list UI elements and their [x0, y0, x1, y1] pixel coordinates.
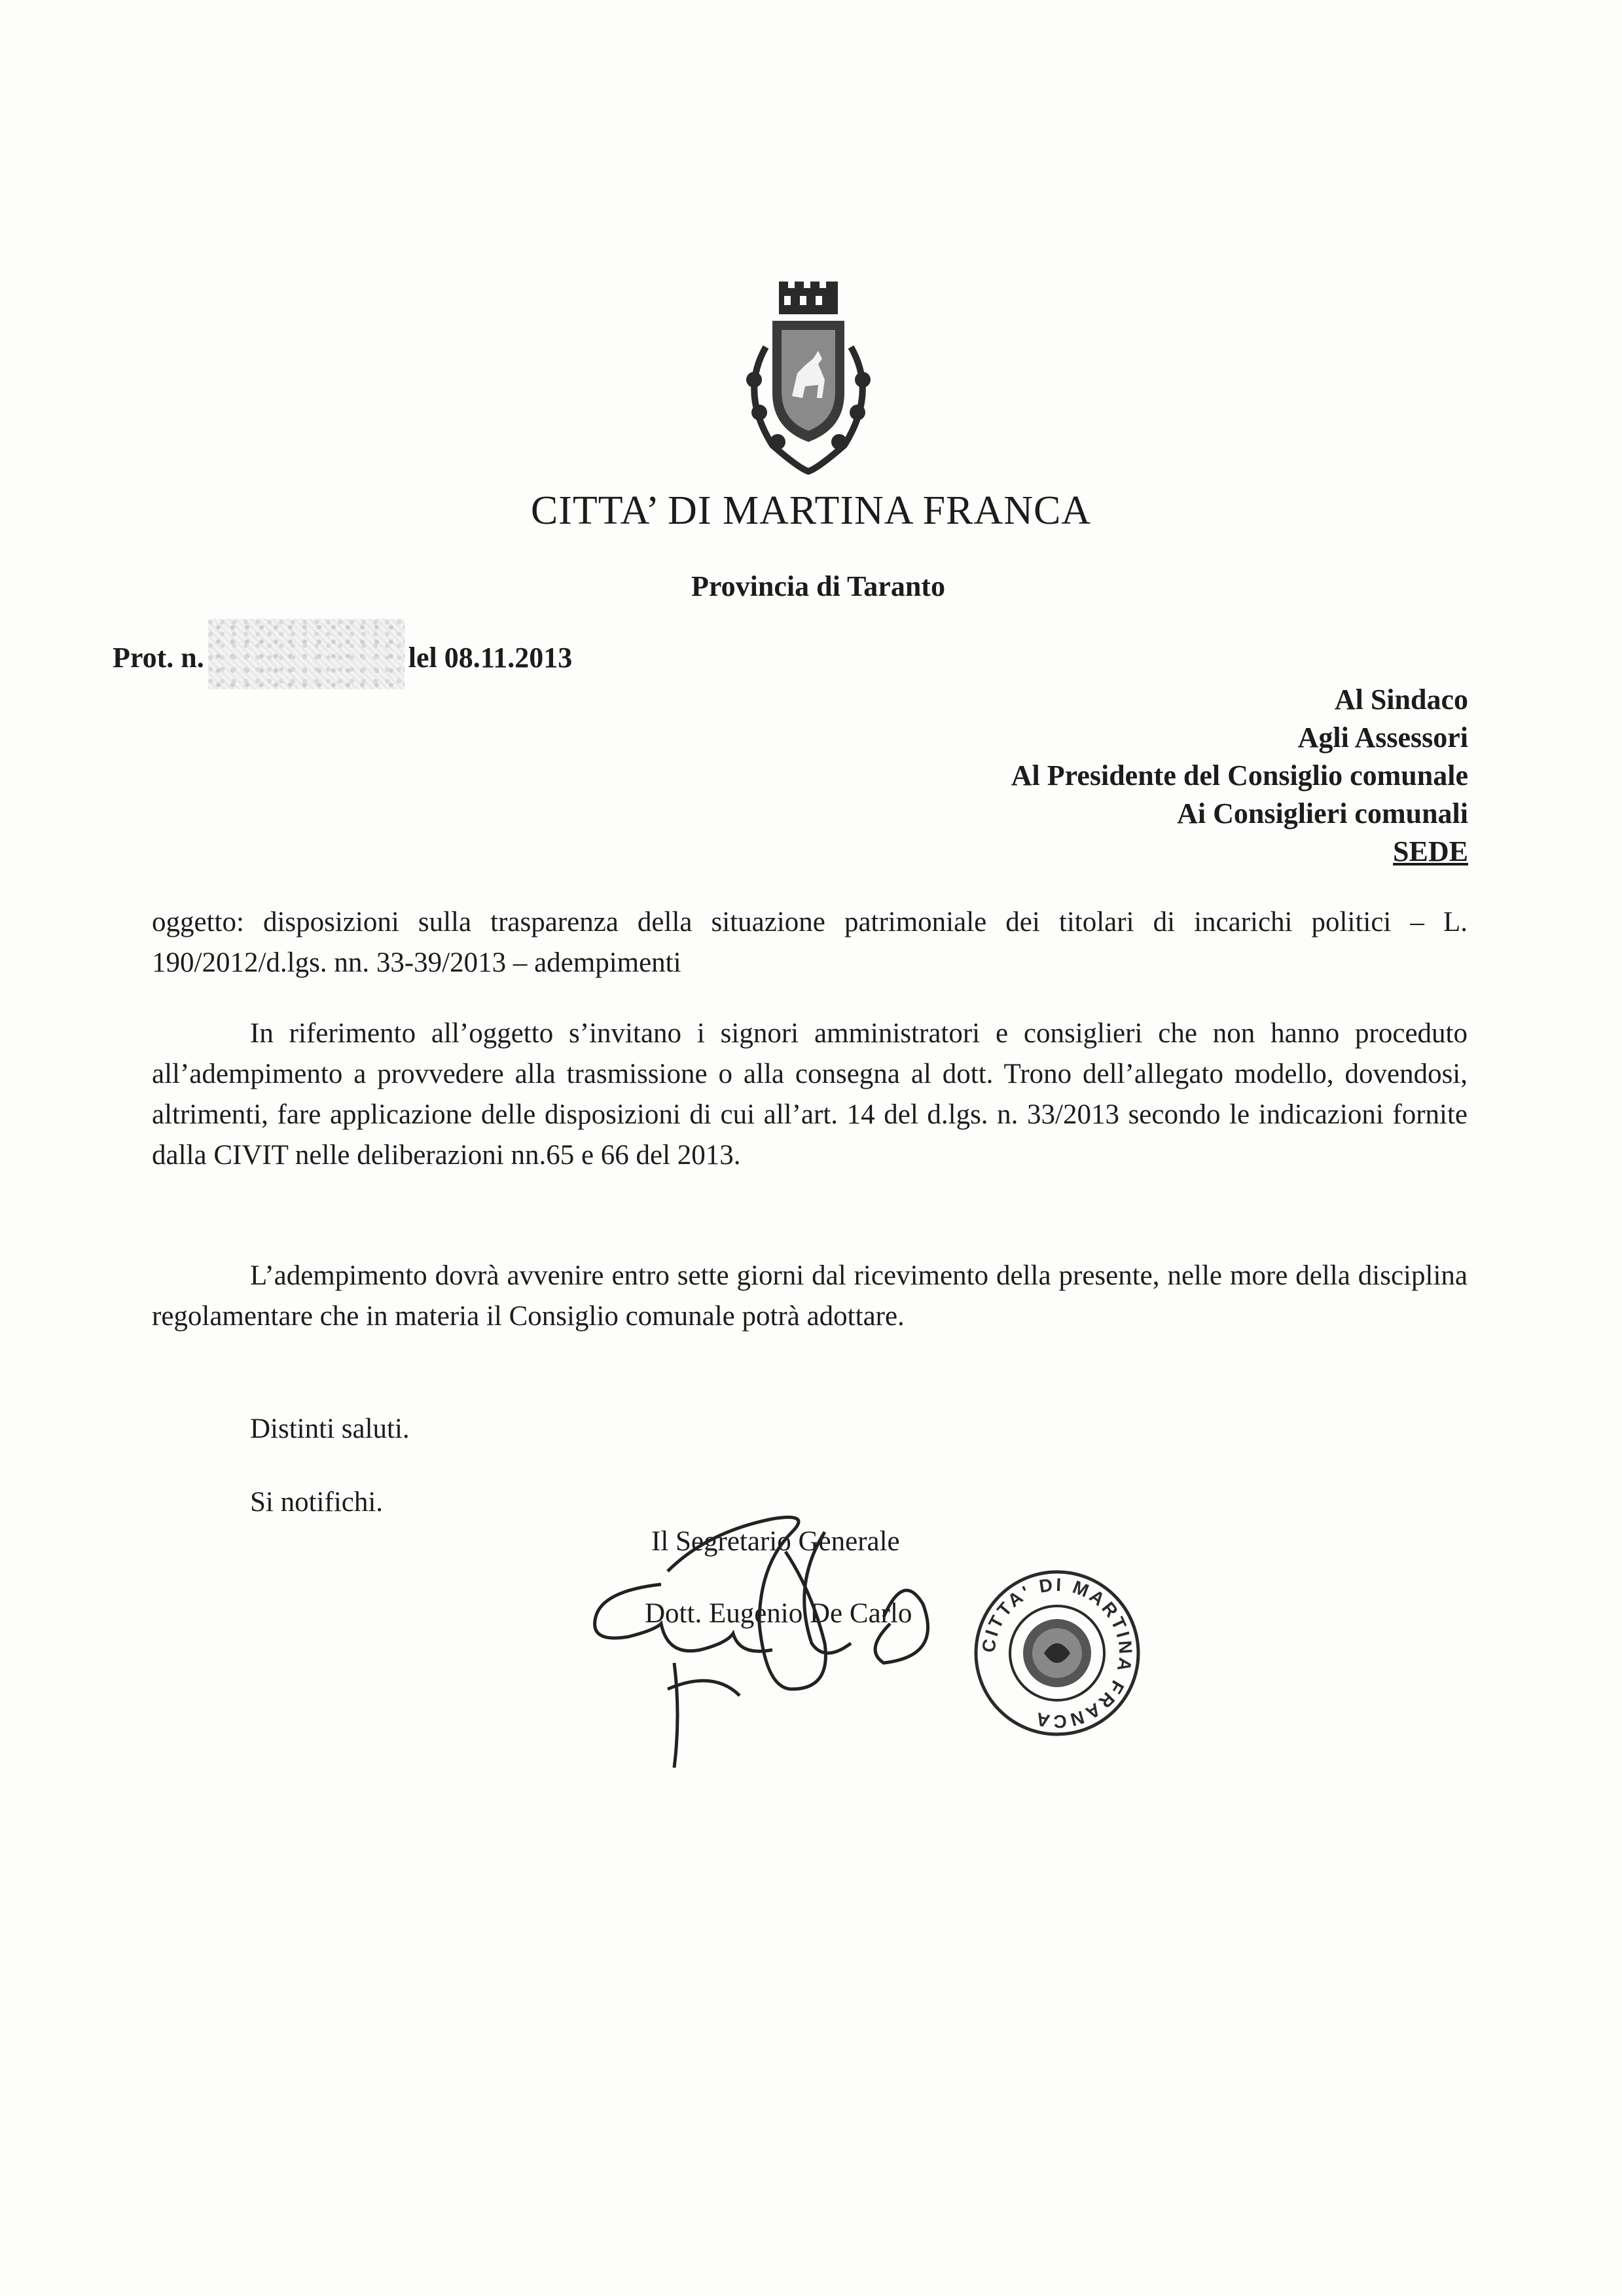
- city-name: CITTA’ DI MARTINA FRANCA: [530, 488, 1092, 533]
- recipient-council-president: Al Presidente del Consiglio comunale: [1011, 759, 1468, 792]
- protocol-date: lel 08.11.2013: [408, 642, 573, 674]
- redacted-number: [208, 619, 405, 689]
- protocol-prefix: Prot. n.: [113, 642, 204, 674]
- official-stamp: [972, 1568, 1142, 1738]
- signatory-name: Dott. Eugenio De Carlo: [645, 1598, 912, 1629]
- recipient-councillors: Ai Consiglieri comunali: [1177, 797, 1468, 829]
- body-paragraph: In riferimento all’oggetto s’invitano i signori amministratori e consiglieri che non hanno proceduto all’adempimento a provvedere alla trasmissione o alla consegna al dott. Trono dell’allegato modello, dovendosi, altrimenti, fare applicazione delle disposizioni di cui all’art. 14 del d.lgs. n. 33/2013 secondo le indicazioni fornite dalla CIVIT nelle deliberazioni nn.65 e 66 del 2013.: [152, 1018, 1468, 1171]
- recipient-location: SEDE: [1393, 835, 1468, 867]
- handwritten-signature: [576, 1493, 982, 1781]
- closing-regards: Distinti saluti.: [250, 1413, 410, 1444]
- protocol-line: [113, 625, 572, 696]
- closing-notify: Si notifichi.: [250, 1487, 384, 1518]
- recipients-block: [1011, 681, 1468, 871]
- recipient-assessors: Agli Assessori: [1297, 721, 1468, 754]
- recipient-mayor: Al Sindaco: [1334, 683, 1468, 716]
- subject-line: oggetto: disposizioni sulla trasparenza della situazione patrimoniale dei titolari di incarichi politici – L. 190/2012/d.lgs. nn. 33-39/2013 – adempimenti: [152, 907, 1468, 978]
- signatory-title: Il Segretario Generale: [651, 1526, 900, 1557]
- body-paragraph: L’adempimento dovrà avvenire entro sette giorni dal ricevimento della presente, nelle more della disciplina regolamentare che in materia il Consiglio comunale potrà adottare.: [152, 1260, 1468, 1332]
- province-name: Provincia di Taranto: [691, 570, 945, 602]
- city-crest-icon: [727, 282, 890, 478]
- stamp-ring-text: CITTA' DI MARTINA FRANCA: [978, 1574, 1136, 1732]
